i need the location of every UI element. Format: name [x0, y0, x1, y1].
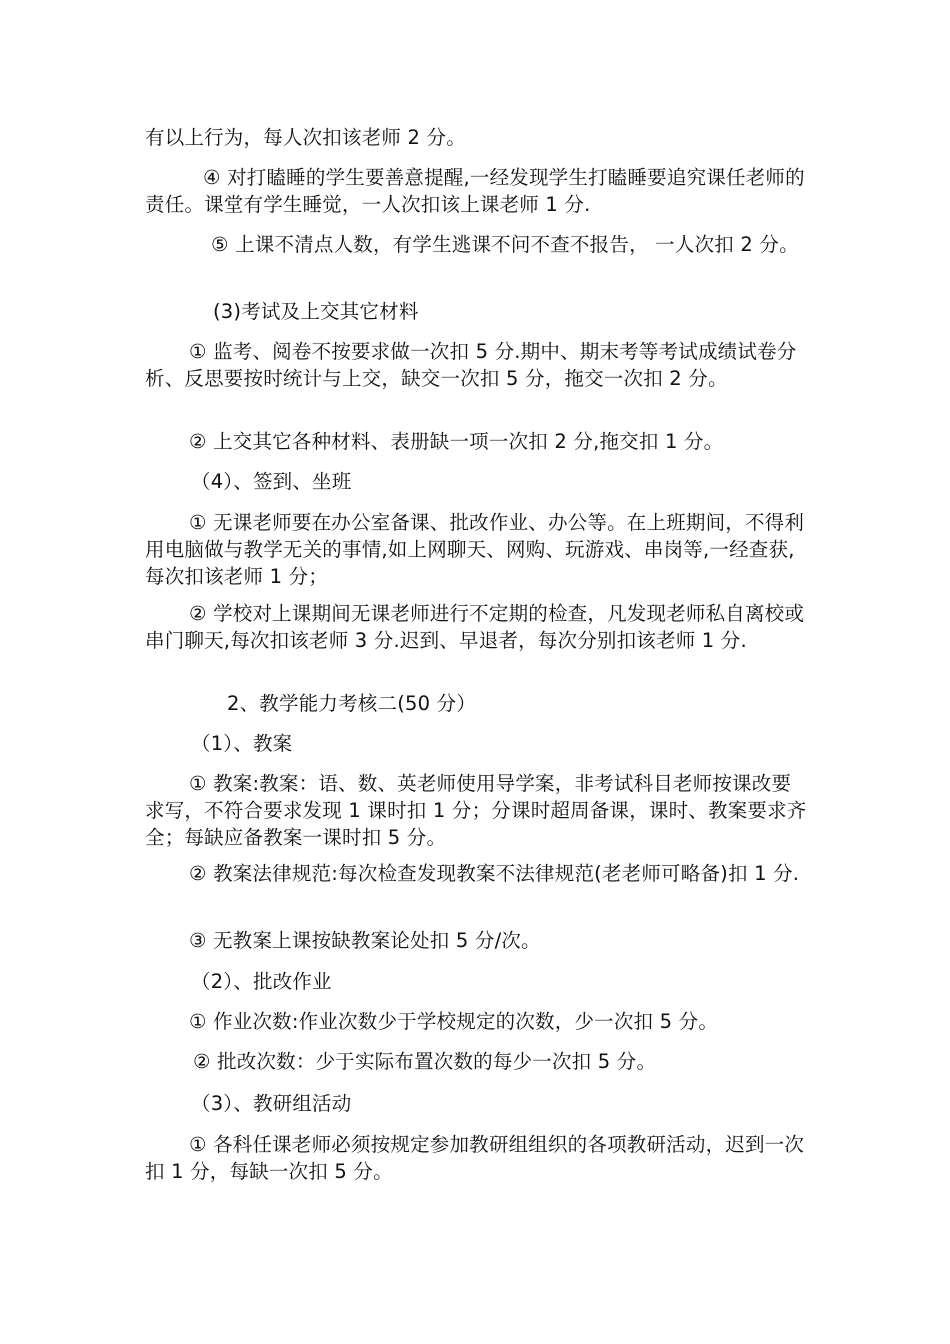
paragraph-exam-2: ② 上交其它各种材料、表册缺一项一次扣 2 分,拖交扣 1 分。 [189, 430, 724, 453]
section-heading-homework: （2）、批改作业 [191, 970, 332, 993]
paragraph-homework-1: ① 作业次数:作业次数少于学校规定的次数，少一次扣 5 分。 [189, 1010, 719, 1033]
paragraph-lesson-plan-2: ② 教案法律规范:每次检查发现教案不法律规范(老老师可略备)扣 1 分. [189, 862, 800, 885]
paragraph-item-4: ④ 对打瞌睡的学生要善意提醒,一经发现学生打瞌睡要追究课任老师的责任。课堂有学生睡觉，一人次扣该上课老师 1 分. [145, 166, 805, 216]
section-heading-research-group: （3）、教研组活动 [191, 1092, 352, 1115]
paragraph-signin-2: ② 学校对上课期间无课老师进行不定期的检查，凡发现老师私自离校或串门聊天,每次扣该老师 3 分.迟到、早退者，每次分别扣该老师 1 分. [145, 602, 805, 652]
paragraph-lesson-plan-3: ③ 无教案上课按缺教案论处扣 5 分/次。 [189, 929, 541, 952]
section-heading-teaching-ability: 2、教学能力考核二(50 分） [227, 692, 477, 715]
paragraph-item-5: ⑤ 上课不清点人数，有学生逃课不问不查不报告， 一人次扣 2 分。 [211, 233, 799, 256]
paragraph-exam-1: ① 监考、阅卷不按要求做一次扣 5 分.期中、期末考等考试成绩试卷分析、反思要按时统计与上交，缺交一次扣 5 分，拖交一次扣 2 分。 [145, 340, 797, 390]
section-heading-exams: (3)考试及上交其它材料 [213, 300, 419, 323]
paragraph-homework-2: ② 批改次数：少于实际布置次数的每少一次扣 5 分。 [193, 1050, 657, 1073]
section-heading-signin: （4）、签到、坐班 [191, 470, 352, 493]
paragraph-research-group-1: ① 各科任课老师必须按规定参加教研组组织的各项教研活动，迟到一次扣 1 分，每缺一次扣 5 分。 [145, 1133, 805, 1183]
paragraph-signin-1: ① 无课老师要在办公室备课、批改作业、办公等。在上班期间，不得利用电脑做与教学无关的事情,如上网聊天、网购、玩游戏、串岗等,一经查获,每次扣该老师 1 分； [145, 511, 805, 588]
paragraph-continuation: 有以上行为，每人次扣该老师 2 分。 [145, 126, 466, 149]
paragraph-lesson-plan-1: ① 教案:教案：语、数、英老师使用导学案，非考试科目老师按课改要求写，不符合要求发现 1 课时扣 1 分；分课时超周备课，课时、教案要求齐全；每缺应备教案一课时扣 5 分。 [145, 772, 807, 849]
section-heading-lesson-plan: （1）、教案 [191, 732, 293, 755]
